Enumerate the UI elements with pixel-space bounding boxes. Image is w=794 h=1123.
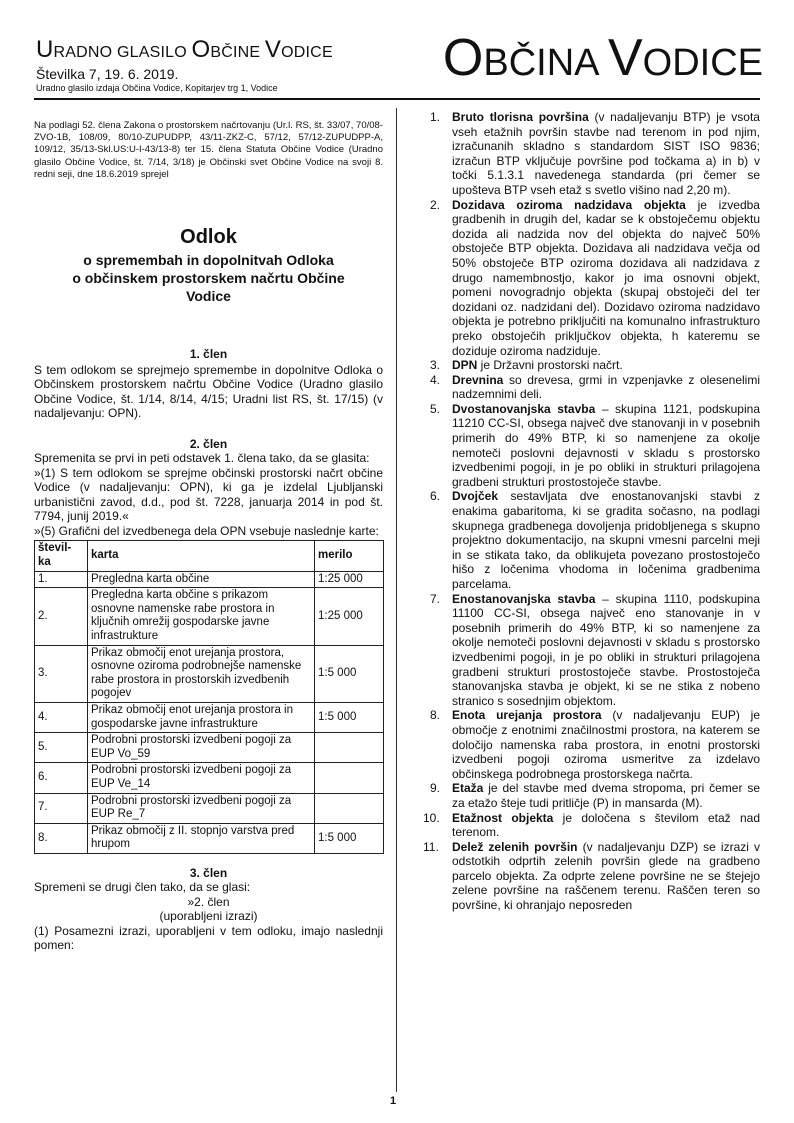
document-subtitle: o spremembah in dopolnitvah Odloka o občinskem prostorskem načrtu Občine Vodice (72, 251, 345, 304)
page-number: 1 (390, 1095, 397, 1107)
table-row: 1. Pregledna karta občine 1:25 000 (35, 571, 384, 588)
maps-table (34, 540, 384, 853)
article-2-intro: Spremenita se prvi in peti odstavek 1. člena tako, da se glasita: (34, 450, 370, 465)
article-2-paragraph-5: »(5) Grafični del izvedbenega dela OPN vsebuje naslednje karte: (34, 523, 379, 538)
publisher-line: Uradno glasilo izdaja Občina Vodice, Kopitarjev trg 1, Vodice (36, 83, 278, 93)
table-header-cell: karta (88, 541, 315, 571)
issue-line: Številka 7, 19. 6. 2019. (36, 66, 179, 82)
document-title: Odlok (180, 225, 237, 248)
list-item: 10. Etažnost objekta je določena s številom etaž nad terenom. (423, 810, 761, 840)
article-2-heading: 2. člen (189, 436, 228, 451)
article-3-paragraph-1: (1) Posamezni izrazi, uporabljeni v tem odloku, imajo naslednji pomen: (34, 923, 383, 953)
table-row: 4. Prikaz območij enot urejanja prostora in gospodarske javne infrastrukture 1:5 000 (35, 703, 384, 733)
article-1-heading: 1. člen (189, 346, 228, 361)
quoted-article-subtitle: (uporabljeni izrazi) (159, 909, 258, 924)
list-item: 5. Dvostanovanjska stavba – skupina 1121, podskupina 11210 CC-SI, obsega največ dve stanovanji in v posebnih primerih do 49% BTP, ki so namenjene za okolje nemoteči poslovni dejavnosti v skladu s prostorsko izvedbenimi pogoji, in je po obliki in strukturi prilagojena gradbeni strukturi prostostoječe stavbe. (430, 401, 760, 489)
column-divider (396, 108, 397, 1092)
gazette-title: URADNO GLASILO OBČINE VODICE (36, 36, 333, 63)
article-3-intro: Spremeni se drugi člen tako, da se glasi: (34, 879, 251, 894)
table-row: 7. Podrobni prostorski izvedbeni pogoji za EUP Re_7 (35, 793, 384, 823)
article-3-heading: 3. člen (189, 865, 228, 880)
list-item: 6. Dvojček sestavljata dve enostanovanjski stavbi z enakima gabaritoma, ki se gradita sočasno, na podlagi skupnega gradbenega dovoljenja pridobljenega s skupno projektno dokumentacijo, na skupni vmesni parcelni meji in se stikata tako, da oblikujeta povezano prostostoječo hišo z ločenima vhodoma in ločenima gradbenima parcelama. (430, 489, 760, 591)
quoted-article-heading: »2. člen (187, 894, 230, 909)
list-item: 8. Enota urejanja prostora (v nadaljevanju EUP) je območje z enotnimi značilnostmi prostora, na katerem se določijo namenska raba prostora, in enotni prostorski izvedbeni pogoji oziroma usmeritve za izdelavo občinskega podrobnega prostorskega načrta. (430, 708, 761, 781)
list-item: 4. Drevnina so drevesa, grmi in vzpenjavke z olesenelimi nadzemnimi deli. (430, 372, 760, 402)
table-row: 3. Prikaz območij enot urejanja prostora, osnovne oziroma podrobnejše namenske rabe prostora in prostorskih izvedbenih pogojev 1:5 000 (35, 645, 384, 702)
definitions-list (410, 110, 760, 913)
list-item: 7. Enostanovanjska stavba – skupina 1110, podskupina 11100 CC-SI, obsega največ eno stanovanje in v posebnih primerih do 49% BTP, ki so namenjene za okolje nemoteči poslovni dejavnosti v skladu s prostorsko izvedbenimi pogoji, in je po obliki in strukturi prilagojena gradbeni strukturi prostostoječe stavbe. Prostostoječa stanovanjska stavba je objekt, ki se ne stika z nobeno stranico s sosednjim objektom. (430, 591, 760, 708)
article-1-text: S tem odlokom se sprejmejo spremembe in dopolnitve Odloka o Občinskem prostorskem načrtu Občine Vodice (Uradno glasilo Občine Vodice, št. 1/14, 8/14, 4/15; Uradni list RS, št. 17/15) (v nadaljevanju: OPN). (34, 362, 383, 421)
table-row: 5. Podrobni prostorski izvedbeni pogoji za EUP Vo_59 (35, 733, 384, 763)
masthead (36, 38, 416, 94)
preamble: Na podlagi 52. člena Zakona o prostorskem načrtovanju (Ur.l. RS, št. 33/07, 70/08-ZVO-1B, 108/09, 80/10-ZUPUDPP, 43/11-ZKZ-C, 57/12, 57/12-ZUPUDPP-A, 109/12, 35/13-Skl.US:U-I-43/13-8) ter 15. člena Statuta Občine Vodice (Uradno glasilo Občine Vodice, št. 7/14, 3/18) je Občinski svet Občine Vodice na svoji 8. redni seji, dne 18.6.2019 sprejel (34, 119, 383, 181)
article-2-paragraph-1: »(1) S tem odlokom se sprejme občinski prostorski načrt občine Vodice (v nadaljevanju: OPN), ki ga je izdelal Ljubljanski urbanistični zavod, d.d., pod št. 7228, januarja 2014 in pod št. 7794, junij 2019.« (34, 465, 383, 524)
list-item: 9. Etaža je del stavbe med dvema stropoma, pri čemer se za etažo šteje tudi pritličje (P) in mansarda (M). (430, 781, 760, 810)
list-item: 3. DPN je Državni prostorski načrt. (430, 358, 623, 373)
list-item: 2. Dozidava oziroma nadzidava objekta je izvedba gradbenih in drugih del, kadar se k obstoječemu objektu dozida ali nadzida nov del objekta do največ 50% obstoječe BTP objekta. Dozidava ali nadzidava večja od 50% obstoječe BTP oziroma dozidava ali nadzidava z drugo namembnostjo, kakor jo ima osnovni objekt, pomeni novogradnjo objekta (skupaj obstoječi del ter dozidani oz. nadzidani del). Dozidavo oziroma nadzidavo objekta je potrebno priključiti na komunalno infrastrukturo preko obstoječih priključkov objekta, h kateremu se doziduje oziroma nadziduje. (430, 197, 760, 358)
table-row: 8. Prikaz območij z II. stopnjo varstva pred hrupom 1:5 000 (35, 823, 384, 853)
list-item: 1. Bruto tlorisna površina (v nadaljevanju BTP) je vsota vseh etažnih površin stavbe nad terenom in pod njim, izračunanih skladno s standardom SIST ISO 9836; izračun BTP vključuje površine pod točkama a) in b) v točki 5.1.3.1 navedenega standarda (pri čemer se upošteva BTP vseh etaž s svetlo višino nad 2,20 m). (430, 110, 760, 197)
table-row: 6. Podrobni prostorski izvedbeni pogoji za EUP Ve_14 (35, 763, 384, 793)
table-header-cell: števil-ka (35, 541, 88, 571)
left-column (34, 110, 383, 953)
municipality-title: OBČINA VODICE (442, 29, 763, 87)
table-row: 2. Pregledna karta občine s prikazom osnovne namenske rabe prostora in ključnih omrežij gospodarske javne infrastrukture 1:25 000 (35, 588, 384, 645)
header-rule (34, 98, 760, 100)
table-header-cell: merilo (315, 541, 384, 571)
right-column (410, 110, 760, 913)
list-item: 11. Delež zelenih površin (v nadaljevanju DZP) se izrazi v odstotkih odprtih zelenih površin glede na gradbeno parcelo objekta. Za odprte zelene površine ne se štejejo zelene površine na raščenem terenu. Raščen teren so površine, ki ohranjajo neposreden (423, 839, 760, 913)
table-header-row (35, 541, 384, 571)
